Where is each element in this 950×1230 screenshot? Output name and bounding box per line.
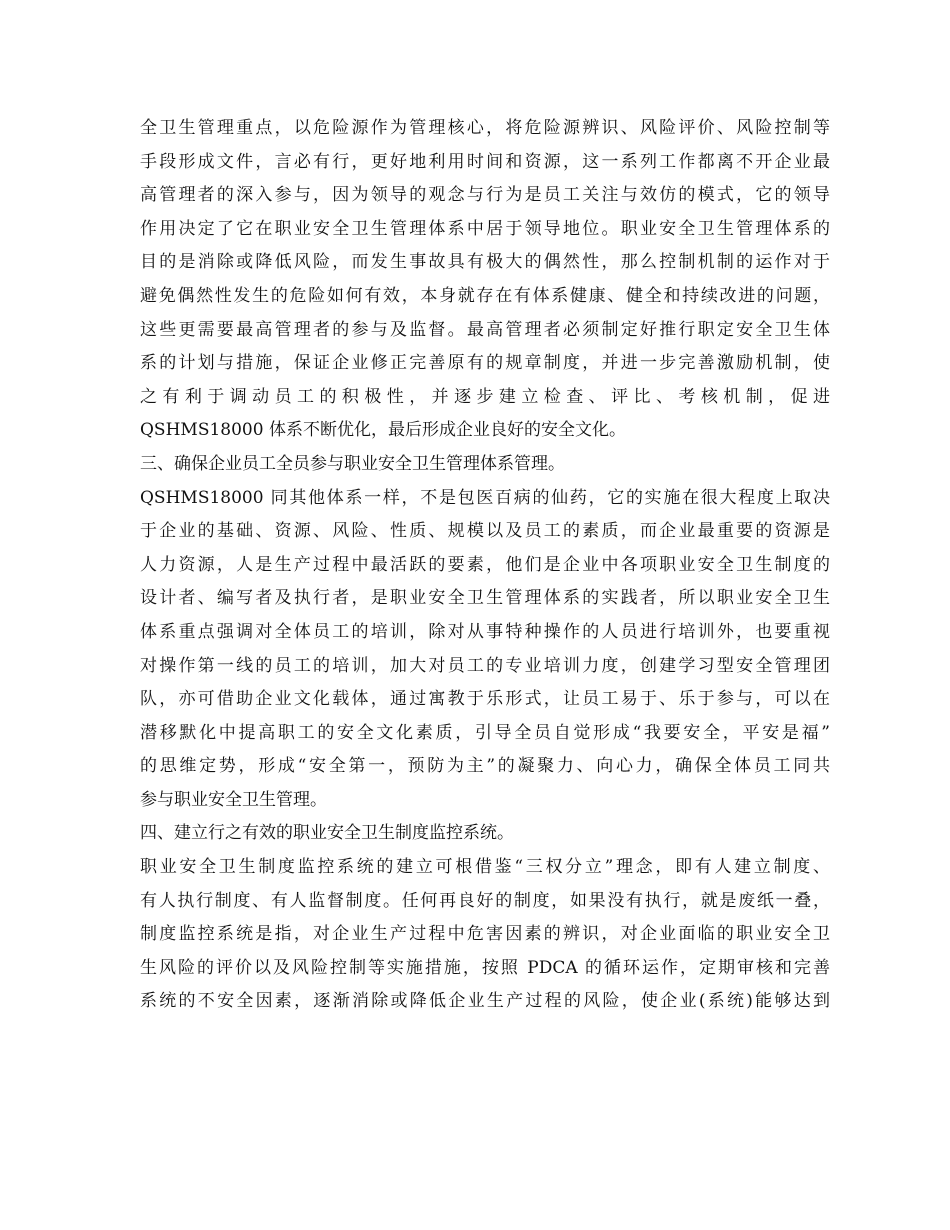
text-line: 于企业的基础、资源、风险、性质、规模以及员工的素质，而企业最重要的资源是 bbox=[140, 521, 830, 542]
body-paragraph bbox=[140, 112, 830, 448]
text-line: 人力资源，人是生产过程中最活跃的要素，他们是企业中各项职业安全卫生制度的 bbox=[140, 554, 830, 575]
text-line: 体系重点强调对全体员工的培训，除对从事特种操作的人员进行培训外，也要重视 bbox=[140, 621, 830, 642]
text-line: 制度监控系统是指，对企业生产过程中危害因素的辨识，对企业面临的职业安全卫 bbox=[140, 924, 830, 945]
text-line: 高管理者的深入参与，因为领导的观念与行为是员工关注与效仿的模式，它的领导 bbox=[140, 185, 830, 206]
text-line: 职业安全卫生制度监控系统的建立可根借鉴“三权分立”理念，即有人建立制度、 bbox=[140, 857, 830, 878]
text-line: 手段形成文件，言必有行，更好地利用时间和资源，这一系列工作都离不开企业最 bbox=[140, 151, 830, 172]
document-page bbox=[140, 112, 830, 1019]
text-line: QSHMS18000 体系不断优化，最后形成企业良好的安全文化。 bbox=[140, 420, 626, 441]
text-line: 对操作第一线的员工的培训，加大对员工的专业培训力度，创建学习型安全管理团 bbox=[140, 655, 830, 676]
section-heading bbox=[140, 448, 830, 482]
text-line: 目的是消除或降低风险，而发生事故具有极大的偶然性，那么控制机制的运作对于 bbox=[140, 252, 830, 273]
heading-line: 四、建立行之有效的职业安全卫生制度监控系统。 bbox=[140, 823, 514, 844]
text-line: 系统的不安全因素，逐渐消除或降低企业生产过程的风险，使企业(系统)能够达到 bbox=[140, 991, 830, 1012]
section-heading bbox=[140, 817, 830, 851]
text-line: 设计者、编写者及执行者，是职业安全卫生管理体系的实践者，所以职业安全卫生 bbox=[140, 588, 830, 609]
text-line: 参与职业安全卫生管理。 bbox=[140, 789, 327, 810]
text-line: 全卫生管理重点，以危险源作为管理核心，将危险源辨识、风险评价、风险控制等 bbox=[140, 118, 830, 138]
text-line: 系的计划与措施，保证企业修正完善原有的规章制度，并进一步完善激励机制，使 bbox=[140, 353, 830, 374]
text-line: 避免偶然性发生的危险如何有效，本身就存在有体系健康、健全和持续改进的问题， bbox=[140, 285, 830, 306]
body-paragraph bbox=[140, 851, 830, 1019]
heading-line: 三、确保企业员工全员参与职业安全卫生管理体系管理。 bbox=[140, 453, 565, 474]
body-paragraph bbox=[140, 482, 830, 818]
text-line: 作用决定了它在职业安全卫生管理体系中居于领导地位。职业安全卫生管理体系的 bbox=[140, 218, 830, 239]
text-line: 潜移默化中提高职工的安全文化素质，引导全员自觉形成“我要安全，平安是福” bbox=[140, 722, 830, 743]
text-line: 生风险的评价以及风险控制等实施措施，按照 PDCA 的循环运作，定期审核和完善 bbox=[140, 957, 830, 978]
text-line: 队，亦可借助企业文化载体，通过寓教于乐形式，让员工易于、乐于参与，可以在 bbox=[140, 689, 830, 710]
text-line: 这些更需要最高管理者的参与及监督。最高管理者必须制定好推行职定安全卫生体 bbox=[140, 319, 830, 340]
text-line: QSHMS18000 同其他体系一样，不是包医百病的仙药，它的实施在很大程度上取决 bbox=[140, 487, 830, 508]
text-line: 之有利于调动员工的积极性，并逐步建立检查、评比、考核机制，促进 bbox=[140, 386, 830, 407]
text-line: 有人执行制度、有人监督制度。任何再良好的制度，如果没有执行，就是废纸一叠， bbox=[140, 890, 830, 911]
text-line: 的思维定势，形成“安全第一，预防为主”的凝聚力、向心力，确保全体员工同共 bbox=[140, 756, 830, 777]
